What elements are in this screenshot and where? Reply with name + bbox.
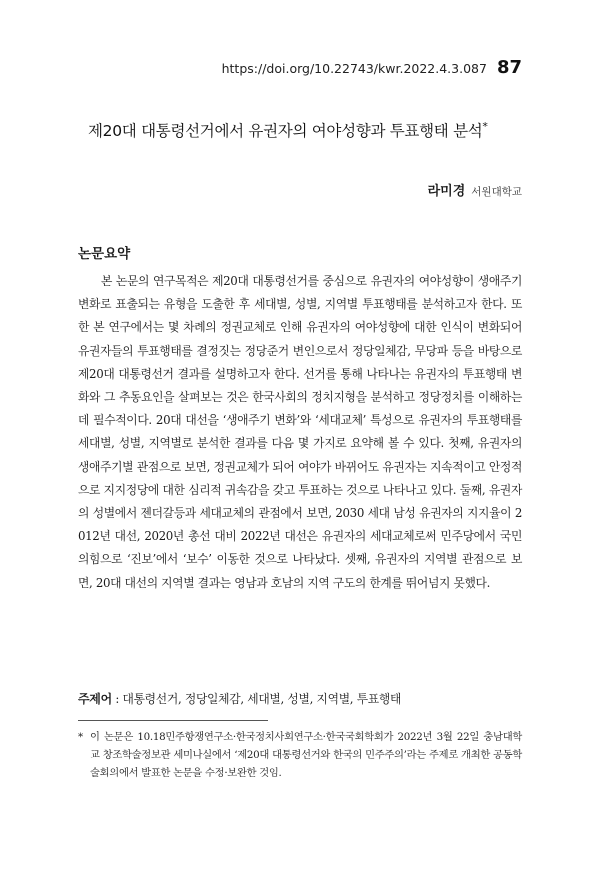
footnote-text: 이 논문은 10.18민주항쟁연구소·한국정치사회연구소·한국국회학회가 2022년 3월 22일 충남대학교 창조학술정보관 세미나실에서 ‘제20대 대통령선거와 한국의 민주주의’라는 주제로 개최한 공동학술회의에서 발표한 논문을 수정·보완한 것임. xyxy=(90,731,522,779)
abstract-heading: 논문요약 xyxy=(78,246,131,262)
footnote-mark: * xyxy=(78,731,83,743)
author-affiliation: 서원대학교 xyxy=(471,186,522,198)
author-name: 라미경 xyxy=(427,184,466,199)
keywords-separator: : xyxy=(111,692,123,706)
footnote xyxy=(78,728,522,782)
paper-title xyxy=(88,119,538,141)
title-footnote-mark: * xyxy=(482,119,488,133)
abstract-body: 본 논문의 연구목적은 제20대 대통령선거를 중심으로 유권자의 여야성향이 생애주기 변화로 표출되는 유형을 도출한 후 세대별, 성별, 지역별 투표행태를 분석하고자 한다. 또한 본 연구에서는 몇 차례의 정권교체로 인해 유권자의 여야성향에 대한 인식이 변화되어 유권자들의 투표행태를 결정짓는 정당준거 변인으로서 정당일체감, 무당파 등을 바탕으로 제20대 대통령선거 결과를 설명하고자 한다. 선거를 통해 나타나는 유권자의 투표행태 변화와 그 추동요인을 살펴보는 것은 한국사회의 정치지형을 분석하고 정당정치를 이해하는 데 필수적이다. 20대 대선을 ‘생애주기 변화’와 ‘세대교체’ 특성으로 유권자의 투표행태를 세대별, 성별, 지역별로 분석한 결과를 다음 몇 가지로 요약해 볼 수 있다. 첫째, 유권자의 생애주기별 관점으로 보면, 정권교체가 되어 여야가 바뀌어도 유권자는 지속적이고 안정적으로 지지정당에 대한 심리적 귀속감을 갖고 투표하는 것으로 나타나고 있다. 둘째, 유권자의 성별에서 젠더갈등과 세대교체의 관점에서 보면, 2030 세대 남성 유권자의 지지율이 2012년 대선, 2020년 총선 대비 2022년 대선은 유권자의 세대교체로써 민주당에서 국민의힘으로 ‘진보’에서 ‘보수’ 이동한 것으로 나타났다. 셋째, 유권자의 지역별 관점으로 보면, 20대 대선의 지역별 결과는 영남과 호남의 지역 구도의 한계를 뛰어넘지 못했다. xyxy=(78,274,522,590)
paper-title-text: 제20대 대통령선거에서 유권자의 여야성향과 투표행태 분석 xyxy=(88,122,483,140)
doi-link[interactable]: https://doi.org/10.22743/kwr.2022.4.3.087 xyxy=(221,61,487,76)
keywords-text: 대통령선거, 정당일체감, 세대별, 성별, 지역별, 투표행태 xyxy=(122,692,402,706)
keywords xyxy=(78,690,522,707)
page-header xyxy=(222,57,522,78)
page-number: 87 xyxy=(496,57,522,78)
author-block xyxy=(428,180,522,199)
keywords-label: 주제어 xyxy=(78,692,112,706)
footnote-divider xyxy=(78,720,268,721)
